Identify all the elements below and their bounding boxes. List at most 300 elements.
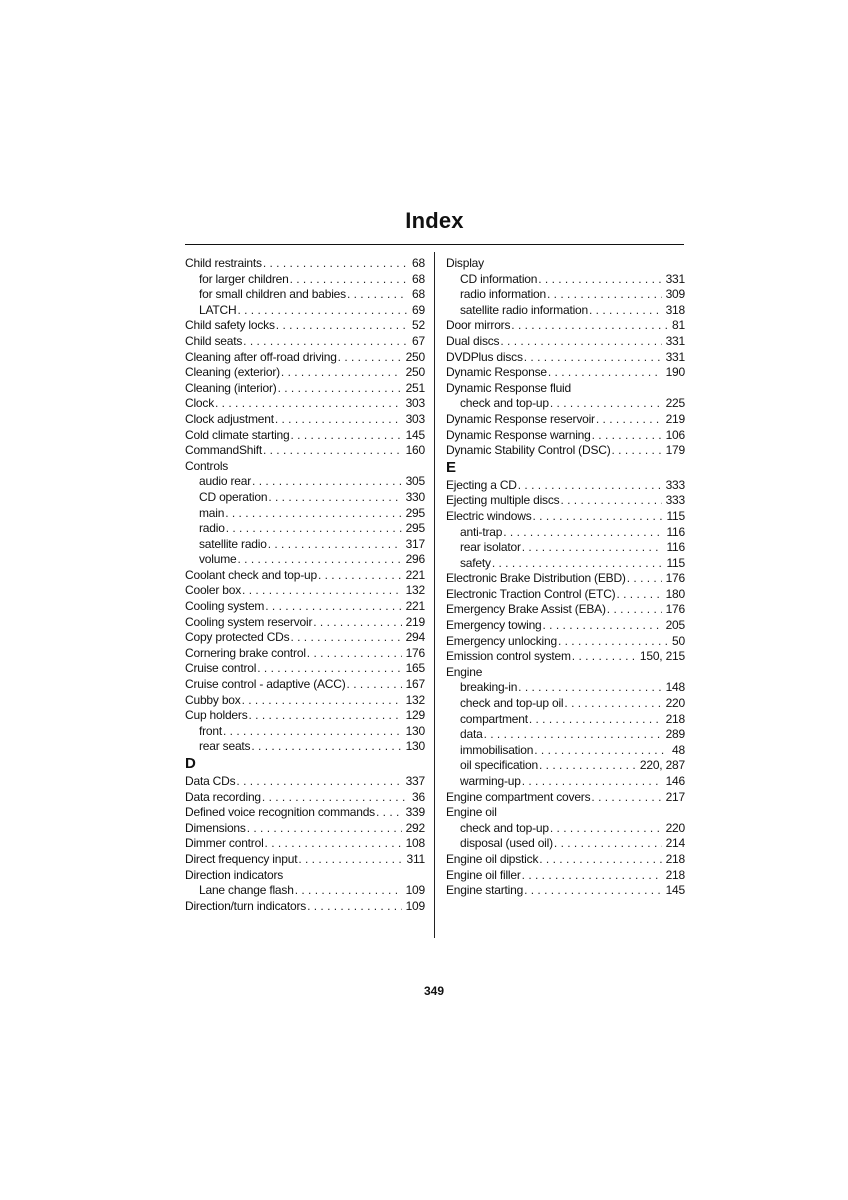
entry-page-number: 214 xyxy=(665,836,685,851)
entry-page-number: 150, 215 xyxy=(639,649,685,664)
dot-leader xyxy=(307,646,402,662)
entry-page-number: 251 xyxy=(405,380,425,395)
entry-page-number: 50 xyxy=(672,633,685,648)
index-entry xyxy=(185,396,425,412)
entry-page-number: 339 xyxy=(405,805,425,820)
entry-label: Electronic Brake Distribution (EBD) xyxy=(446,571,626,586)
index-entry xyxy=(446,602,685,618)
entry-page-number: 176 xyxy=(405,645,425,660)
index-entry xyxy=(446,381,685,397)
dot-leader xyxy=(572,649,636,665)
dot-leader xyxy=(251,739,401,755)
index-entry xyxy=(185,774,425,790)
index-letter-heading: E xyxy=(446,458,457,476)
entry-label: immobilisation xyxy=(460,742,534,757)
entry-label: Cooler box xyxy=(185,583,242,598)
entry-label: Engine oil dipstick xyxy=(446,851,539,866)
entry-label: for small children and babies xyxy=(199,287,346,302)
index-entry xyxy=(446,412,685,428)
entry-page-number: 160 xyxy=(405,443,425,458)
entry-page-number: 317 xyxy=(405,536,425,551)
entry-label: check and top-up xyxy=(460,396,549,411)
dot-leader xyxy=(511,318,668,334)
dot-leader xyxy=(290,630,401,646)
index-subentry xyxy=(446,821,685,837)
entry-page-number: 81 xyxy=(672,318,685,333)
entry-label: Engine starting xyxy=(446,883,524,898)
entry-label: satellite radio information xyxy=(460,302,589,317)
index-entry xyxy=(185,821,425,837)
index-entry xyxy=(185,583,425,599)
index-entry xyxy=(446,334,685,350)
dot-leader xyxy=(318,568,402,584)
index-entry xyxy=(185,599,425,615)
column-divider xyxy=(434,252,435,938)
index-entry xyxy=(446,634,685,650)
index-entry xyxy=(446,805,685,821)
dot-leader xyxy=(589,303,662,319)
entry-page-number: 221 xyxy=(405,567,425,582)
entry-label: LATCH xyxy=(199,302,237,317)
dot-leader xyxy=(627,571,662,587)
page-title: Index xyxy=(405,208,464,233)
dot-leader xyxy=(529,712,662,728)
dot-leader xyxy=(534,743,668,759)
dot-leader xyxy=(295,883,402,899)
entry-page-number: 68 xyxy=(412,287,425,302)
entry-label: CommandShift xyxy=(185,443,262,458)
entry-page-number: 52 xyxy=(412,318,425,333)
index-entry xyxy=(185,365,425,381)
dot-leader xyxy=(223,724,402,740)
entry-page-number: 250 xyxy=(405,349,425,364)
dot-leader xyxy=(291,428,402,444)
entry-page-number: 115 xyxy=(666,508,685,523)
dot-leader xyxy=(560,493,661,509)
entry-label: Dynamic Response warning xyxy=(446,427,591,442)
entry-label: Emission control system xyxy=(446,649,571,664)
entry-label: Dynamic Response fluid xyxy=(446,380,571,395)
entry-label: Emergency unlocking xyxy=(446,633,557,648)
dot-leader xyxy=(484,727,662,743)
dot-leader xyxy=(226,521,402,537)
entry-page-number: 217 xyxy=(665,789,685,804)
entry-page-number: 176 xyxy=(665,602,685,617)
index-entry xyxy=(446,868,685,884)
entry-page-number: 145 xyxy=(405,427,425,442)
entry-page-number: 179 xyxy=(665,443,685,458)
dot-leader xyxy=(564,696,661,712)
index-subentry xyxy=(185,287,425,303)
entry-page-number: 146 xyxy=(665,774,685,788)
index-subentry xyxy=(446,758,685,774)
dot-leader xyxy=(547,287,662,303)
index-entry xyxy=(185,693,425,709)
index-entry xyxy=(446,649,685,665)
index-entry xyxy=(446,350,685,366)
entry-page-number: 106 xyxy=(665,427,685,442)
index-subentry xyxy=(446,836,685,852)
dot-leader xyxy=(518,680,661,696)
dot-leader xyxy=(237,303,408,319)
dot-leader xyxy=(268,490,401,506)
dot-leader xyxy=(533,509,663,525)
entry-page-number: 337 xyxy=(405,774,425,788)
index-entry xyxy=(446,883,685,899)
entry-page-number: 132 xyxy=(405,583,425,598)
dot-leader xyxy=(252,474,402,490)
index-subentry xyxy=(446,525,685,541)
index-entry xyxy=(185,318,425,334)
entry-label: check and top-up oil xyxy=(460,696,564,711)
entry-label: Ejecting multiple discs xyxy=(446,493,560,508)
dot-leader xyxy=(550,396,662,412)
entry-label: Display xyxy=(446,256,484,270)
entry-label: Lane change flash xyxy=(199,883,294,898)
entry-page-number: 333 xyxy=(665,493,685,508)
entry-page-number: 311 xyxy=(406,851,425,866)
entry-page-number: 36 xyxy=(412,789,425,804)
entry-label: main xyxy=(199,505,225,520)
index-subentry xyxy=(446,540,685,556)
entry-page-number: 130 xyxy=(405,739,425,754)
entry-page-number: 330 xyxy=(405,489,425,504)
dot-leader xyxy=(596,412,662,428)
dot-leader xyxy=(607,602,662,618)
dot-leader xyxy=(281,365,402,381)
entry-label: audio rear xyxy=(199,474,252,489)
entry-page-number: 108 xyxy=(405,836,425,851)
entry-label: Child restraints xyxy=(185,256,262,270)
entry-label: Data CDs xyxy=(185,774,236,788)
entry-label: Cubby box xyxy=(185,692,241,707)
entry-page-number: 295 xyxy=(405,505,425,520)
page-number: 349 xyxy=(423,984,445,998)
entry-label: compartment xyxy=(460,711,528,726)
entry-label: radio information xyxy=(460,287,546,302)
entry-label: Clock adjustment xyxy=(185,411,274,426)
entry-label: Electronic Traction Control (ETC) xyxy=(446,586,616,601)
index-subentry xyxy=(446,774,685,790)
entry-label: Dual discs xyxy=(446,333,500,348)
entry-label: Emergency towing xyxy=(446,618,542,633)
index-entry xyxy=(185,443,425,459)
entry-page-number: 176 xyxy=(665,571,685,586)
entry-label: Cup holders xyxy=(185,708,248,723)
index-entry xyxy=(185,852,425,868)
entry-page-number: 148 xyxy=(665,680,685,695)
entry-label: check and top-up xyxy=(460,820,549,835)
entry-label: Cruise control xyxy=(185,661,257,676)
entry-label: rear seats xyxy=(199,739,251,754)
entry-label: Cold climate starting xyxy=(185,427,290,442)
index-entry xyxy=(446,665,685,681)
entry-page-number: 220, 287 xyxy=(639,758,685,773)
entry-label: Cooling system xyxy=(185,599,265,614)
entry-page-number: 115 xyxy=(666,555,685,570)
entry-page-number: 250 xyxy=(405,365,425,380)
index-entry xyxy=(446,587,685,603)
dot-leader xyxy=(268,537,402,553)
entry-label: Ejecting a CD xyxy=(446,477,517,492)
entry-label: Cleaning (exterior) xyxy=(185,365,280,380)
entry-page-number: 219 xyxy=(665,411,685,426)
entry-label: satellite radio xyxy=(199,536,267,551)
entry-page-number: 292 xyxy=(405,820,425,835)
index-subentry xyxy=(446,696,685,712)
dot-leader xyxy=(243,334,408,350)
entry-page-number: 318 xyxy=(665,302,685,317)
entry-page-number: 218 xyxy=(665,867,685,882)
index-subentry xyxy=(446,680,685,696)
entry-page-number: 109 xyxy=(405,883,425,898)
entry-page-number: 165 xyxy=(405,661,425,676)
index-subentry xyxy=(185,537,425,553)
dot-leader xyxy=(612,443,662,459)
dot-leader xyxy=(524,350,662,366)
entry-label: Dimmer control xyxy=(185,836,264,851)
dot-leader xyxy=(257,661,401,677)
index-entry xyxy=(185,868,425,884)
index-column-right xyxy=(446,256,685,899)
entry-label: breaking-in xyxy=(460,680,518,695)
entry-label: Controls xyxy=(185,458,229,473)
index-subentry xyxy=(446,287,685,303)
entry-page-number: 48 xyxy=(672,742,685,757)
entry-label: Emergency Brake Assist (EBA) xyxy=(446,602,606,617)
index-subentry xyxy=(446,556,685,572)
index-subentry xyxy=(185,490,425,506)
index-column-left xyxy=(185,256,425,914)
dot-leader xyxy=(548,365,662,381)
index-entry xyxy=(446,256,685,272)
entry-page-number: 296 xyxy=(405,552,425,567)
dot-leader xyxy=(278,381,402,397)
entry-label: CD operation xyxy=(199,489,268,504)
entry-label: Door mirrors xyxy=(446,318,511,333)
index-entry xyxy=(185,805,425,821)
entry-page-number: 220 xyxy=(665,820,685,835)
dot-leader xyxy=(558,634,668,650)
index-entry xyxy=(185,459,425,475)
index-subentry xyxy=(446,727,685,743)
entry-label: radio xyxy=(199,521,225,536)
index-entry xyxy=(185,899,425,915)
entry-page-number: 130 xyxy=(405,723,425,738)
index-subentry xyxy=(185,883,425,899)
entry-label: Cooling system reservoir xyxy=(185,614,313,629)
dot-leader xyxy=(550,821,662,837)
index-entry xyxy=(185,790,425,806)
entry-label: Clock xyxy=(185,396,215,411)
title-rule xyxy=(185,244,684,245)
entry-page-number: 116 xyxy=(666,540,685,555)
entry-label: Dimensions xyxy=(185,820,246,835)
entry-label: rear isolator xyxy=(460,540,521,555)
entry-label: Direction/turn indicators xyxy=(185,898,307,913)
entry-label: volume xyxy=(199,552,237,567)
index-entry xyxy=(185,630,425,646)
index-entry xyxy=(185,661,425,677)
entry-page-number: 145 xyxy=(665,883,685,898)
dot-leader xyxy=(616,587,661,603)
index-subentry xyxy=(446,743,685,759)
entry-label: data xyxy=(460,727,483,742)
index-subentry xyxy=(185,739,425,755)
dot-leader xyxy=(522,774,662,790)
index-entry xyxy=(185,677,425,693)
entry-label: Direction indicators xyxy=(185,867,284,882)
entry-label: Engine xyxy=(446,664,483,679)
index-entry xyxy=(446,443,685,459)
entry-label: Engine compartment covers xyxy=(446,789,591,804)
index-entry xyxy=(185,646,425,662)
index-subentry xyxy=(446,712,685,728)
dot-leader xyxy=(538,272,661,288)
entry-page-number: 109 xyxy=(405,898,425,913)
index-subentry xyxy=(185,474,425,490)
entry-page-number: 221 xyxy=(405,599,425,614)
dot-leader xyxy=(518,478,662,494)
entry-label: Electric windows xyxy=(446,508,532,523)
dot-leader xyxy=(242,693,402,709)
dot-leader xyxy=(539,852,661,868)
entry-label: oil specification xyxy=(460,758,538,773)
entry-label: Cornering brake control xyxy=(185,645,306,660)
entry-page-number: 303 xyxy=(405,396,425,411)
index-entry xyxy=(446,493,685,509)
entry-page-number: 218 xyxy=(665,851,685,866)
entry-label: Coolant check and top-up xyxy=(185,567,317,582)
entry-page-number: 129 xyxy=(405,708,425,723)
index-entry xyxy=(185,615,425,631)
index-subentry xyxy=(446,303,685,319)
entry-page-number: 67 xyxy=(412,333,425,348)
dot-leader xyxy=(554,836,662,852)
entry-label: for larger children xyxy=(199,271,289,286)
entry-label: Dynamic Response xyxy=(446,365,547,380)
dot-leader xyxy=(592,428,662,444)
entry-page-number: 205 xyxy=(665,618,685,633)
entry-label: Child safety locks xyxy=(185,318,275,333)
entry-label: Cruise control - adaptive (ACC) xyxy=(185,677,346,692)
entry-label: disposal (used oil) xyxy=(460,836,553,851)
dot-leader xyxy=(543,618,662,634)
entry-page-number: 69 xyxy=(412,302,425,317)
index-entry xyxy=(185,568,425,584)
entry-page-number: 219 xyxy=(405,614,425,629)
index-entry xyxy=(446,428,685,444)
entry-page-number: 309 xyxy=(665,287,685,302)
dot-leader xyxy=(298,852,402,868)
dot-leader xyxy=(522,868,662,884)
entry-page-number: 295 xyxy=(405,521,425,536)
dot-leader xyxy=(313,615,401,631)
dot-leader xyxy=(503,525,662,541)
entry-page-number: 303 xyxy=(405,411,425,426)
entry-label: Dynamic Response reservoir xyxy=(446,411,595,426)
dot-leader xyxy=(539,758,636,774)
index-subentry xyxy=(185,303,425,319)
entry-label: Copy protected CDs xyxy=(185,630,290,645)
index-entry xyxy=(446,365,685,381)
dot-leader xyxy=(524,883,662,899)
entry-label: Engine oil filler xyxy=(446,867,521,882)
index-entry xyxy=(446,618,685,634)
index-entry xyxy=(185,334,425,350)
entry-page-number: 180 xyxy=(665,586,685,601)
index-entry xyxy=(446,852,685,868)
dot-leader xyxy=(225,506,401,522)
entry-page-number: 167 xyxy=(405,677,425,692)
dot-leader xyxy=(591,790,661,806)
dot-leader xyxy=(265,599,401,615)
entry-page-number: 132 xyxy=(405,692,425,707)
entry-page-number: 333 xyxy=(665,477,685,492)
dot-leader xyxy=(500,334,661,350)
dot-leader xyxy=(263,256,408,272)
dot-leader xyxy=(307,899,402,915)
entry-page-number: 190 xyxy=(665,365,685,380)
dot-leader xyxy=(376,805,402,821)
dot-leader xyxy=(262,790,408,806)
entry-label: Child seats xyxy=(185,333,243,348)
entry-label: Cleaning (interior) xyxy=(185,380,277,395)
dot-leader xyxy=(492,556,663,572)
index-entry xyxy=(446,478,685,494)
entry-label: Cleaning after off-road driving xyxy=(185,349,337,364)
entry-label: Dynamic Stability Control (DSC) xyxy=(446,443,611,458)
entry-page-number: 331 xyxy=(665,271,685,286)
index-subentry xyxy=(185,272,425,288)
entry-label: front xyxy=(199,723,223,738)
index-entry xyxy=(185,381,425,397)
dot-leader xyxy=(265,836,402,852)
index-entry xyxy=(446,790,685,806)
dot-leader xyxy=(242,583,402,599)
entry-label: Engine oil xyxy=(446,805,497,820)
index-entry xyxy=(185,836,425,852)
index-entry xyxy=(446,509,685,525)
index-subentry xyxy=(446,272,685,288)
entry-label: Data recording xyxy=(185,789,261,804)
dot-leader xyxy=(338,350,402,366)
dot-leader xyxy=(236,774,401,790)
index-subentry xyxy=(446,396,685,412)
dot-leader xyxy=(347,677,402,693)
index-entry xyxy=(185,350,425,366)
dot-leader xyxy=(522,540,663,556)
index-entry xyxy=(446,318,685,334)
index-subentry xyxy=(185,724,425,740)
entry-page-number: 331 xyxy=(665,349,685,364)
index-entry xyxy=(185,412,425,428)
entry-label: CD information xyxy=(460,271,538,286)
index-subentry xyxy=(185,521,425,537)
dot-leader xyxy=(215,396,402,412)
index-subentry xyxy=(185,552,425,568)
dot-leader xyxy=(237,552,401,568)
entry-page-number: 220 xyxy=(665,696,685,711)
entry-label: Direct frequency input xyxy=(185,851,298,866)
index-entry xyxy=(185,428,425,444)
entry-page-number: 116 xyxy=(666,524,685,539)
entry-label: DVDPlus discs xyxy=(446,349,523,364)
dot-leader xyxy=(263,443,402,459)
index-letter-heading: D xyxy=(185,755,196,772)
dot-leader xyxy=(275,412,402,428)
index-entry xyxy=(446,571,685,587)
